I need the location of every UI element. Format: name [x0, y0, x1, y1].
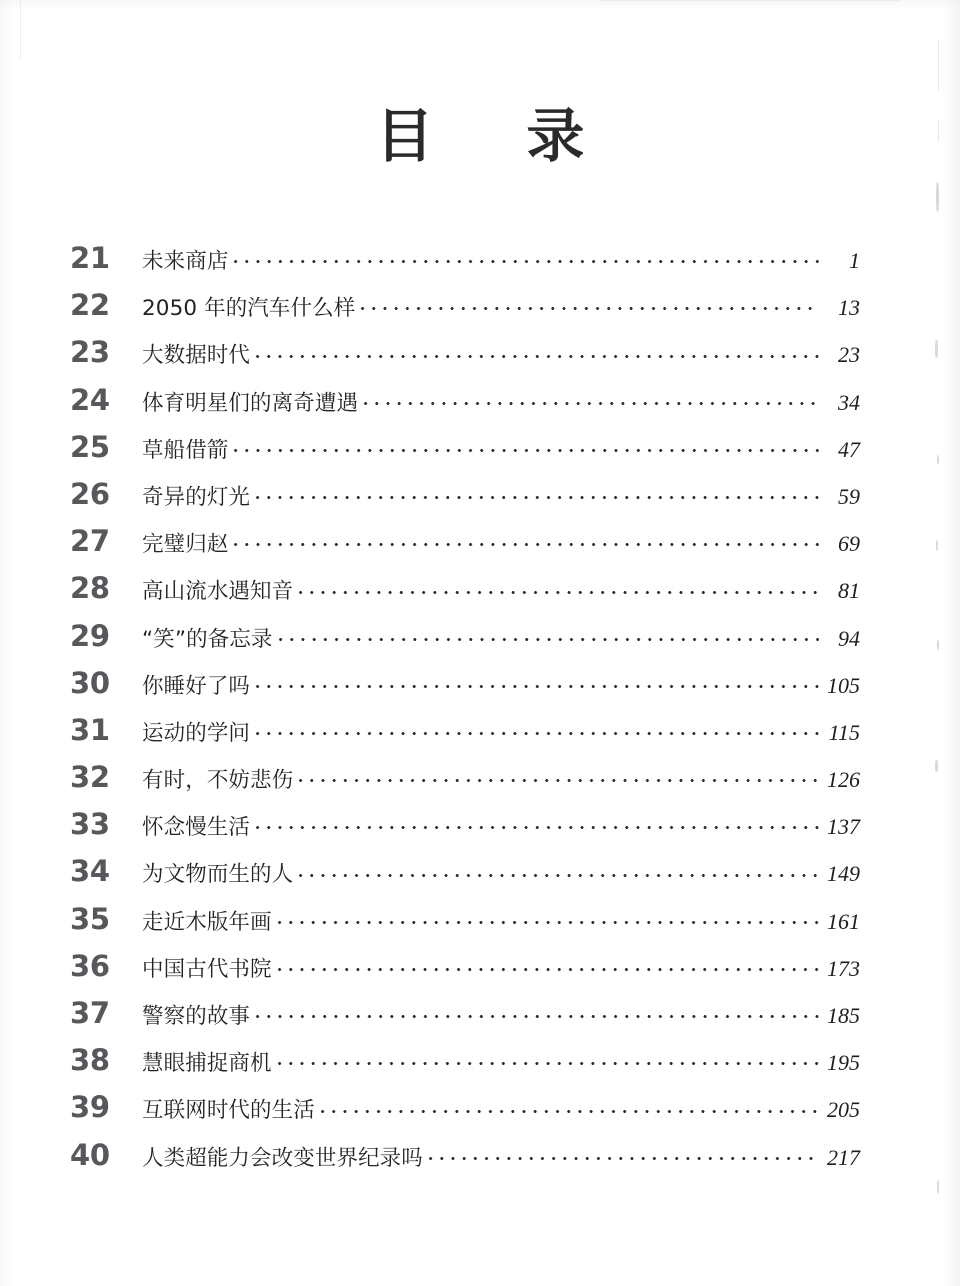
toc-entry-row[interactable] [0, 382, 960, 433]
toc-chapter-number: 34 [70, 854, 110, 889]
toc-chapter-title[interactable]: 你睡好了吗 [142, 673, 251, 699]
toc-entry-row[interactable] [0, 854, 960, 904]
toc-dot-leader [425, 1149, 819, 1165]
toc-page-number: 205 [827, 1097, 860, 1123]
toc-entry-row[interactable] [0, 901, 960, 952]
toc-dot-leader [252, 346, 819, 362]
toc-dot-leader [274, 1054, 819, 1070]
page-title: 目 录 [375, 104, 602, 169]
toc-page-number: 115 [828, 719, 860, 745]
toc-dot-leader [252, 1007, 819, 1023]
toc-chapter-number: 23 [70, 335, 110, 370]
toc-entry-row[interactable] [0, 618, 960, 669]
toc-dot-leader [357, 299, 819, 315]
toc-chapter-title[interactable]: 走近木版年画 [142, 909, 272, 935]
toc-entry-row[interactable] [0, 288, 960, 338]
toc-chapter-number: 29 [70, 618, 110, 653]
toc-page-number: 13 [838, 295, 860, 321]
toc-chapter-number: 28 [70, 571, 110, 606]
toc-entry-row[interactable] [0, 476, 960, 527]
toc-chapter-title[interactable]: 完璧归赵 [142, 532, 229, 558]
toc-dot-leader [275, 630, 819, 646]
toc-entry-row[interactable] [0, 760, 960, 810]
toc-dot-leader [252, 818, 819, 834]
toc-dot-leader [230, 535, 819, 551]
toc-entry-row[interactable] [0, 241, 960, 291]
toc-chapter-number: 25 [70, 429, 110, 464]
toc-chapter-number: 31 [70, 712, 110, 747]
toc-page-number: 59 [838, 483, 860, 509]
toc-entry-row[interactable] [0, 996, 960, 1046]
toc-chapter-number: 26 [70, 476, 110, 511]
toc-dot-leader [274, 913, 819, 929]
toc-dot-leader [295, 865, 819, 881]
toc-chapter-number: 38 [70, 1043, 110, 1078]
toc-page-number: 69 [838, 531, 860, 557]
toc-dot-leader [230, 441, 819, 457]
toc-entry-row[interactable] [0, 712, 960, 763]
toc-chapter-number: 22 [70, 288, 110, 323]
toc-chapter-title[interactable]: 中国古代书院 [142, 956, 272, 982]
toc-chapter-title[interactable]: 为文物而生的人 [142, 862, 294, 888]
toc-chapter-title[interactable]: 未来商店 [142, 249, 229, 274]
toc-chapter-number: 27 [70, 524, 110, 559]
toc-chapter-number: 36 [70, 948, 110, 983]
toc-page-number: 161 [827, 908, 860, 934]
toc-chapter-title[interactable]: 草船借箭 [142, 437, 229, 463]
toc-chapter-number: 40 [70, 1137, 110, 1172]
toc-chapter-number: 37 [70, 996, 110, 1030]
toc-page-number: 34 [838, 389, 860, 415]
toc-page-number: 126 [827, 767, 860, 793]
toc-dot-leader [252, 488, 819, 504]
toc-entry-row[interactable] [0, 524, 960, 574]
toc-page-number: 185 [827, 1003, 860, 1028]
toc-chapter-number: 21 [70, 241, 110, 275]
toc-chapter-title[interactable]: 奇异的灯光 [142, 484, 251, 510]
toc-dot-leader [317, 1101, 819, 1117]
toc-chapter-title[interactable]: 大数据时代 [142, 343, 251, 369]
toc-chapter-title[interactable]: 有时，不妨悲伤 [142, 768, 294, 794]
toc-page-number: 1 [849, 248, 860, 273]
toc-dot-leader [252, 677, 819, 693]
toc-dot-leader [230, 252, 819, 268]
toc-chapter-title[interactable]: 互联网时代的生活 [142, 1098, 315, 1124]
toc-entry-row[interactable] [0, 1090, 960, 1140]
toc-entry-row[interactable] [0, 665, 960, 716]
toc-dot-leader [252, 724, 819, 740]
toc-entry-row[interactable] [0, 948, 960, 999]
toc-page-number: 149 [827, 861, 860, 887]
toc-page-number: 94 [838, 625, 860, 651]
toc-page-number: 81 [838, 578, 860, 604]
toc-page-number: 195 [827, 1050, 860, 1076]
toc-chapter-title[interactable]: 人类超能力会改变世界纪录吗 [142, 1145, 423, 1171]
toc-page-number: 47 [838, 436, 860, 462]
toc-entry-row[interactable] [0, 1137, 960, 1188]
toc-chapter-number: 33 [70, 807, 110, 842]
toc-chapter-title[interactable]: 警察的故事 [142, 1004, 251, 1029]
toc-page-number: 173 [827, 955, 860, 981]
toc-chapter-number: 39 [70, 1090, 110, 1125]
toc-entry-row[interactable] [0, 335, 960, 385]
toc-page-number: 217 [827, 1144, 860, 1170]
toc-page-number: 105 [827, 672, 860, 698]
toc-chapter-number: 32 [70, 760, 110, 795]
toc-chapter-number: 30 [70, 665, 110, 700]
toc-chapter-number: 24 [70, 382, 110, 417]
toc-chapter-title[interactable]: 怀念慢生活 [142, 815, 251, 841]
toc-dot-leader [274, 960, 819, 976]
toc-chapter-title[interactable]: 高山流水遇知音 [142, 579, 294, 605]
toc-page-number: 137 [827, 814, 860, 840]
toc-entry-row[interactable] [0, 1043, 960, 1093]
toc-chapter-title[interactable]: 2050 年的汽车什么样 [142, 296, 356, 322]
toc-chapter-title[interactable]: 体育明星们的离奇遭遇 [142, 390, 359, 416]
toc-entry-row[interactable] [0, 429, 960, 480]
toc-entry-row[interactable] [0, 807, 960, 857]
toc-chapter-title[interactable]: 慧眼捕捉商机 [142, 1051, 272, 1077]
toc-chapter-title[interactable]: “笑”的备忘录 [142, 626, 273, 652]
toc-chapter-number: 35 [70, 901, 110, 936]
toc-page-number: 23 [838, 342, 860, 368]
table-of-contents-list [0, 241, 960, 1188]
toc-chapter-title[interactable]: 运动的学问 [142, 720, 251, 746]
toc-entry-row[interactable] [0, 571, 960, 621]
toc-dot-leader [360, 394, 819, 410]
toc-dot-leader [295, 771, 819, 787]
toc-dot-leader [295, 582, 819, 598]
